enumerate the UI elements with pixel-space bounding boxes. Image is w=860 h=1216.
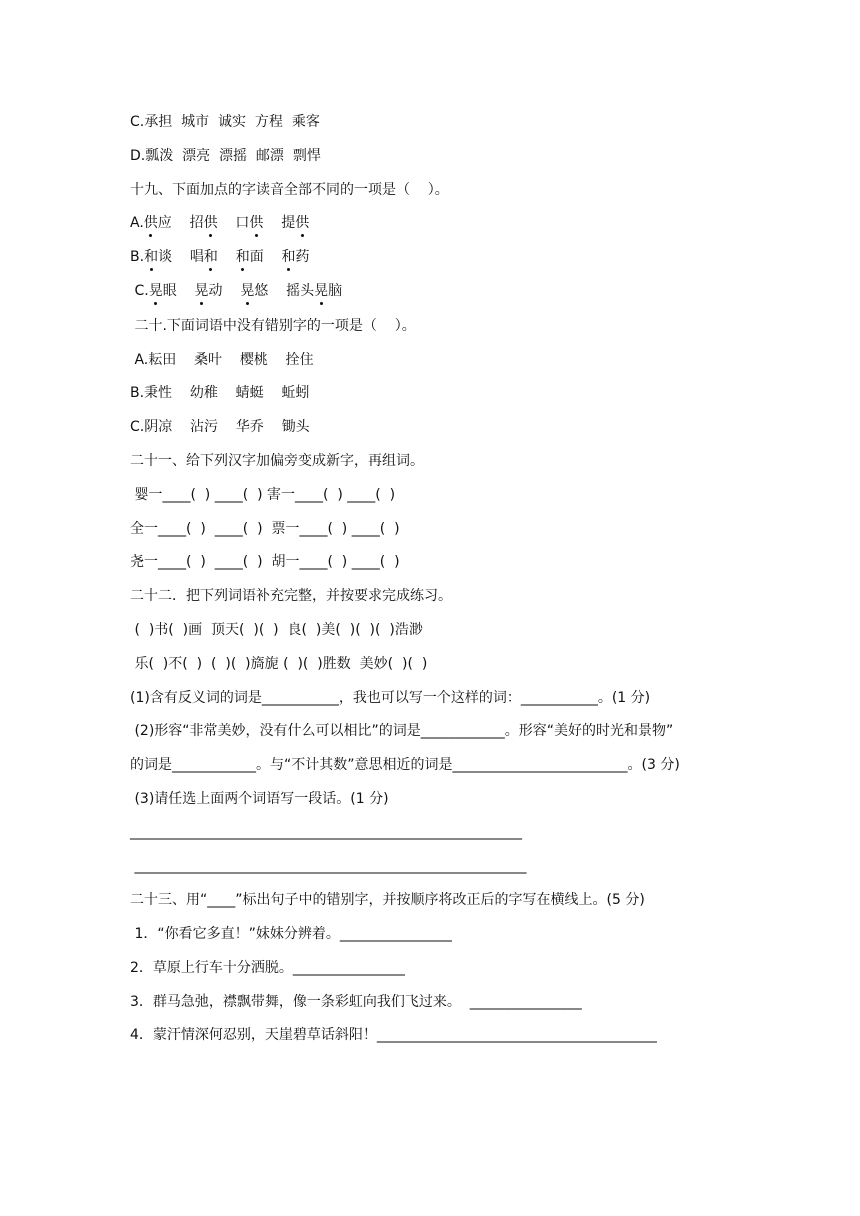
question-22-words-row-2: 乐( )不( ) ( )( )旖旎 ( )( )胜数 美妙( )( ) <box>130 656 428 672</box>
question-20-heading: 二十.下面词语中没有错别字的一项是（ ）。 <box>130 318 416 334</box>
answer-line-2: ________________________________________________________ <box>130 858 527 874</box>
question-23-item-1: 1．“你看它多直！”妹妹分辨着。________________ <box>130 926 452 942</box>
question-22-heading: 二十二．把下列词语补充完整，并按要求完成练习。 <box>130 588 452 604</box>
question-22-part-2-line-1: (2)形容“非常美妙，没有什么可以相比”的词是____________。形容“美好的时光和景物” <box>130 723 674 739</box>
question-23-item-4: 4．蒙汗情深何忍别，天崖碧草话斜阳！________________________________________ <box>130 1027 657 1043</box>
question-19-heading: 十九、下面加点的字读音全部不同的一项是（ ）。 <box>130 182 449 198</box>
question-21-row-3: 尧一____( ) ____( ) 胡一____( ) ____( ) <box>130 554 400 570</box>
line-c-chengdan: C.承担 城市 诚实 方程 乘客 <box>130 114 320 130</box>
question-23-heading: 二十三、用“____”标出句子中的错别字，并按顺序将改正后的字写在横线上。(5 分) <box>130 892 645 908</box>
question-21-row-2: 全一____( ) ____( ) 票一____( ) ____( ) <box>130 521 400 537</box>
line-d-piaopo: D.瓢泼 漂亮 漂摇 邮漂 剽悍 <box>130 148 321 164</box>
question-22-part-3: (3)请任选上面两个词语写一段话。(1 分) <box>130 791 389 807</box>
question-20-option-b: B.秉性 幼稚 蜻蜓 蚯蚓 <box>130 385 310 401</box>
question-22-part-1: (1)含有反义词的词是___________，我也可以写一个这样的词：___________。(1 分) <box>130 690 651 706</box>
question-21-heading: 二十一、给下列汉字加偏旁变成新字，再组词。 <box>130 453 424 469</box>
question-20-option-c: C.阴凉 沾污 华乔 锄头 <box>130 419 310 435</box>
question-19-option-a: A.供应 招供 口供 提供 <box>130 215 310 231</box>
answer-line-1: ________________________________________________________ <box>130 824 522 840</box>
question-23-item-2: 2．草原上行车十分洒脱。________________ <box>130 960 405 976</box>
question-19-option-c: C.晃眼 晃动 晃悠 摇头晃脑 <box>130 283 343 299</box>
question-20-option-a: A.耘田 桑叶 樱桃 拴住 <box>130 352 314 368</box>
question-19-option-b: B.和谈 唱和 和面 和药 <box>130 249 310 265</box>
question-22-part-2-line-2: 的词是____________。与“不计其数”意思相近的词是_________________________。(3 分) <box>130 757 680 773</box>
question-22-words-row-1: ( )书( )画 顶天( )( ) 良( )美( )( )( )浩渺 <box>130 622 423 638</box>
question-23-item-3: 3．群马急弛，襟飘带舞，像一条彩虹向我们飞过来。 ________________ <box>130 994 582 1010</box>
question-21-row-1: 婴一____( ) ____( ) 害一____( ) ____( ) <box>130 487 396 503</box>
